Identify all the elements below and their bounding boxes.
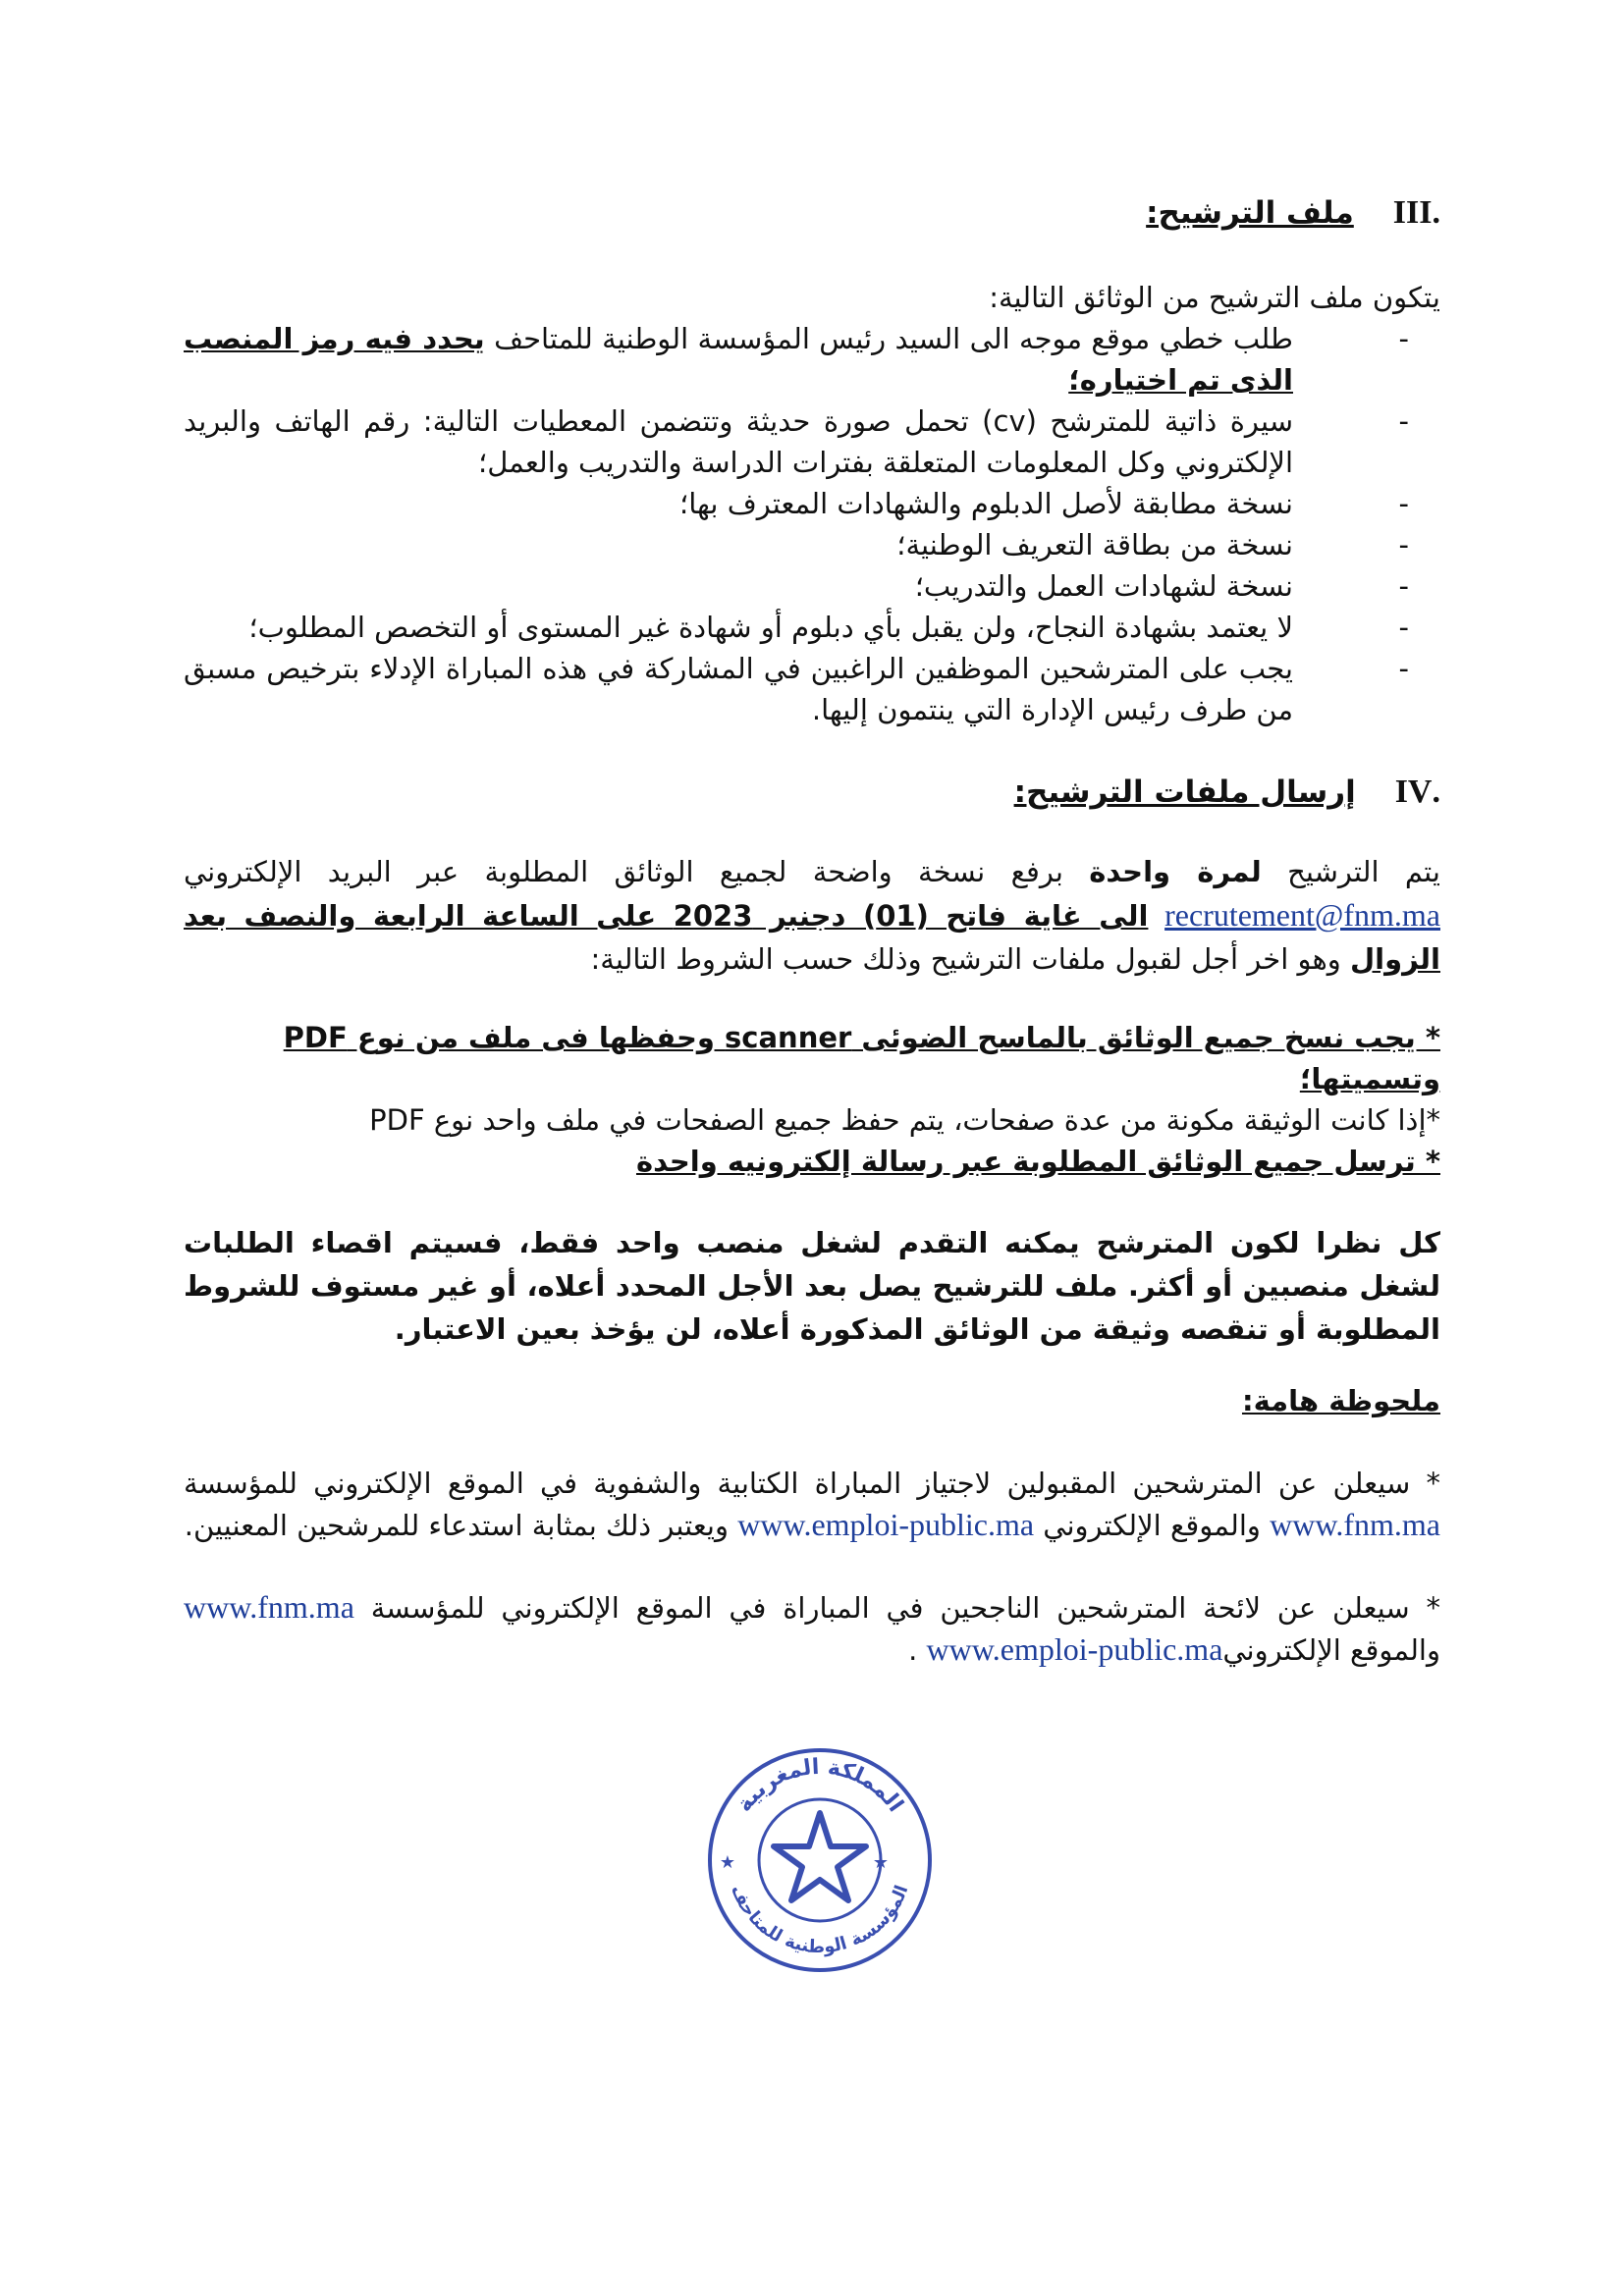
note-text: والموقع الإلكتروني (1034, 1509, 1271, 1542)
fnm-site-link[interactable]: www.fnm.ma (1270, 1507, 1440, 1542)
fnm-site-link[interactable]: www.fnm.ma (184, 1589, 354, 1625)
note-1 (184, 1463, 1440, 1546)
deadline-text: الى غاية فاتح (01) دجنبر 2023 على الساعة الرابعة والنصف بعد الزوال (184, 899, 1440, 976)
note-text: * سيعلن عن لائحة المترشحين الناجحين في المباراة في الموقع الإلكتروني للمؤسسة (353, 1591, 1440, 1625)
note-2 (184, 1586, 1440, 1671)
list-item-emphasis: يحدد فيه رمز المنصب الذى تم اختياره؛ (184, 322, 1293, 397)
pages-note: *إذا كانت الوثيقة مكونة من عدة صفحات، يتم حفظ جميع الصفحات في ملف واحد نوع PDF (369, 1103, 1440, 1137)
email-link[interactable]: recrutement@fnm.ma (1164, 897, 1440, 933)
submission-text: يتم الترشيح (1261, 855, 1440, 888)
seal-bottom-text: المؤسسة الوطنية للمتاحف (727, 1881, 913, 1958)
emploi-site-link[interactable]: www.emploi-public.ma (737, 1507, 1035, 1542)
section-3-title: ملف الترشيح: (1146, 195, 1354, 231)
seal-star-mark: ★ (872, 1852, 889, 1873)
section-3-heading (184, 192, 1440, 234)
single-email-note: * ترسل جميع الوثائق المطلوبة عبر رسالة إلكترونيه واحدة (635, 1145, 1440, 1178)
list-item: - سيرة ذاتية للمترشح (cv) تحمل صورة حديثة وتتضمن المعطيات التالية: رقم الهاتف والبريد الإلكتروني وكل المعلومات المتعلقة بفترات الدراسة والتدريب والعمل؛ (184, 400, 1440, 483)
list-item-text: طلب خطي موقع موجه الى السيد رئيس المؤسسة الوطنية للمتاحف (484, 322, 1294, 355)
submission-once: لمرة واحدة (1089, 855, 1262, 888)
submission-paragraph (184, 850, 1440, 981)
seal-top-text: المملكة المغربية (731, 1754, 908, 1817)
note-text: * سيعلن عن المترشحين المقبولين لاجتياز المباراة الكتابية والشفوية في الموقع الإلكتروني للمؤسسة (184, 1467, 1440, 1500)
list-item: - نسخة مطابقة لأصل الدبلوم والشهادات المعترف بها؛ (184, 483, 1440, 524)
scan-note: * يجب نسخ جميع الوثائق بالماسح الضوئى scanner وحفظها فى ملف من نوع PDF وتسميتها؛ (283, 1021, 1440, 1095)
list-item: - يجب على المترشحين الموظفين الراغبين في المشاركة في هذه المباراة الإدلاء بترخيص مسبق من طرف رئيس الإدارة التي ينتمون إليها. (184, 648, 1440, 730)
submission-text: برفع نسخة واضحة لجميع الوثائق المطلوبة عبر البريد الإلكتروني (184, 855, 1090, 888)
section-4-title: إرسال ملفات الترشيح: (1013, 774, 1356, 810)
section-3-intro: يتكون ملف الترشيح من الوثائق التالية: (989, 281, 1440, 314)
seal-star-mark: ★ (719, 1852, 735, 1873)
list-item: - نسخة من بطاقة التعريف الوطنية؛ (184, 524, 1440, 565)
list-item: - نسخة لشهادات العمل والتدريب؛ (184, 565, 1440, 607)
section-3-number: .III (1392, 194, 1440, 231)
important-note-title: ملحوظة هامة: (1241, 1384, 1440, 1417)
note-text: والموقع الإلكتروني (1222, 1633, 1440, 1667)
submission-text: وهو اخر أجل لقبول ملفات الترشيح وذلك حسب الشروط التالية: (590, 942, 1350, 976)
section-4-number: .IV (1394, 774, 1440, 810)
official-seal-icon (702, 1742, 938, 1978)
section-4-heading (184, 772, 1440, 813)
documents-list (184, 318, 1440, 730)
note-text: ويعتبر ذلك بمثابة استدعاء للمرشحين المعنيين. (184, 1509, 738, 1542)
emploi-site-link[interactable]: www.emploi-public.ma (926, 1631, 1223, 1667)
note-text: . (908, 1633, 927, 1667)
list-item: - لا يعتمد بشهادة النجاح، ولن يقبل بأي دبلوم أو شهادة غير المستوى أو التخصص المطلوب؛ (184, 607, 1440, 648)
list-item (184, 318, 1440, 400)
rejection-warning: كل نظرا لكون المترشح يمكنه التقدم لشغل منصب واحد فقط، فسيتم اقصاء الطلبات لشغل منصبين أو أكثر. ملف للترشيح يصل بعد الأجل المحدد أعلاه، أو غير مستوف للشروط المطلوبة أو تنقصه وثيقة من الوثائق المذكورة أعلاه، لن يؤخذ بعين الاعتبار. (184, 1226, 1440, 1346)
